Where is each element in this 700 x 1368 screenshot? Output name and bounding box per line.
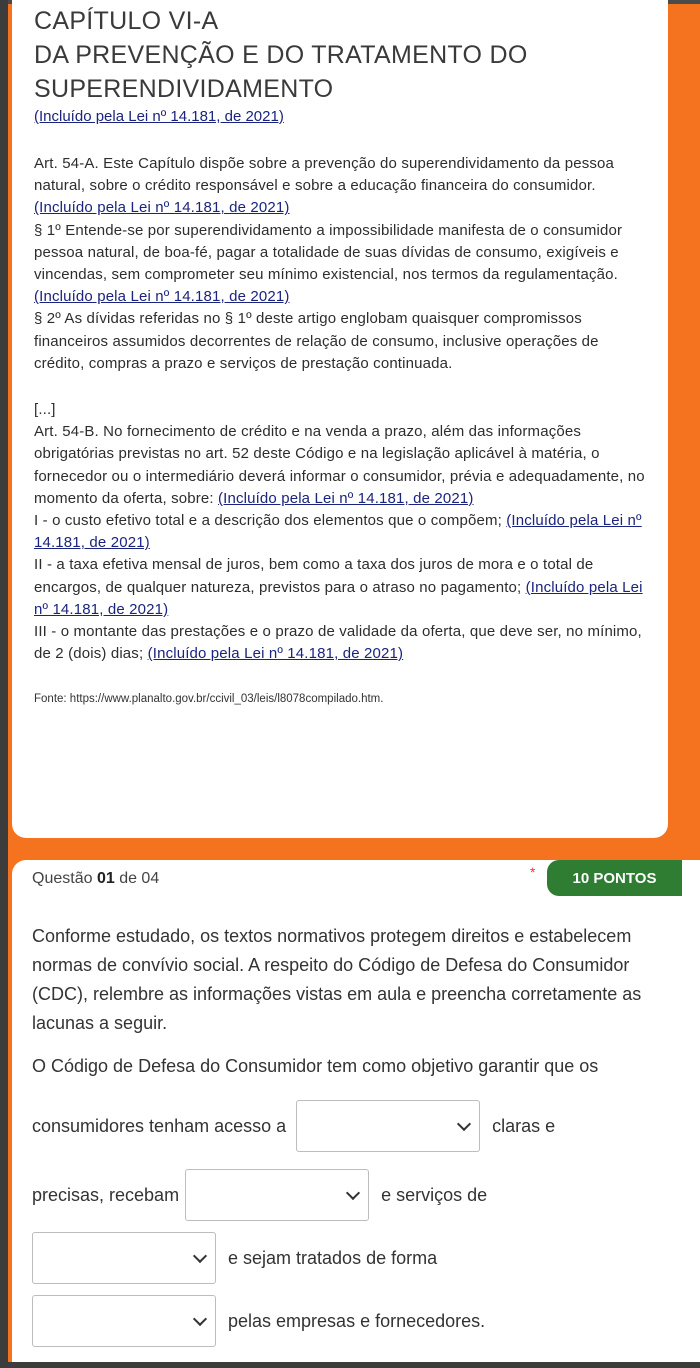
article-54a-link[interactable]: (Incluído pela Lei nº 14.181, de 2021) [34, 199, 290, 217]
left-edge-strip [0, 0, 8, 1368]
question-label: Questão [32, 870, 93, 887]
item-i [34, 510, 646, 554]
article-54a-paragraph-2: § 2º As dívidas referidas no § 1º deste artigo englobam quaisquer compromissos financeiros assumidos decorrentes de relação de consumo, inclusive operações de crédito, compras a prazo e serviços de prestação continuada. [34, 310, 599, 372]
fill-sentence-line-5 [32, 1295, 485, 1347]
chapter-inclusion-link[interactable]: (Incluído pela Lei nº 14.181, de 2021) [34, 108, 284, 125]
item-iii [34, 621, 646, 665]
blank-dropdown-4[interactable] [32, 1295, 216, 1347]
question-number: 01 [96, 870, 115, 887]
bottom-edge-strip [0, 1362, 700, 1368]
blank-dropdown-3[interactable] [32, 1232, 216, 1284]
fill-sentence-line-1 [32, 1056, 598, 1077]
article-54b [34, 421, 646, 510]
article-54a [34, 153, 646, 220]
ellipsis: [...] [34, 401, 56, 419]
fill-sentence-line-4 [32, 1232, 437, 1284]
sentence-part-1: O Código de Defesa do Consumidor tem como objetivo garantir que os [32, 1056, 599, 1076]
points-badge: 10 PONTOS [547, 860, 682, 896]
article-54b-text: Art. 54-B. No fornecimento de crédito e na venda a prazo, além das informações obrigatórias previstas no art. 52 deste Código e na legislação aplicável à matéria, o fornecedor ou o intermediário deverá informar o consumidor, prévia e adequadamente, no momento da oferta, sobre: [34, 423, 645, 507]
item-i-link[interactable]: (Incluído pela Lei nº 14.181, de 2021) [34, 512, 642, 552]
paragraph-1-link[interactable]: (Incluído pela Lei nº 14.181, de 2021) [34, 288, 290, 306]
blank-dropdown-2[interactable] [185, 1169, 369, 1221]
sentence-part-2b: claras e [492, 1115, 556, 1136]
item-ii-link[interactable]: (Incluído pela Lei nº 14.181, de 2021) [34, 578, 643, 618]
chevron-down-icon [346, 1185, 360, 1199]
chevron-down-icon [457, 1116, 471, 1130]
chevron-down-icon [193, 1248, 207, 1262]
item-i-text: I - o custo efetivo total e a descrição dos elementos que o compõem; [34, 512, 502, 530]
article-54b-link[interactable]: (Incluído pela Lei nº 14.181, de 2021) [218, 489, 474, 507]
source-citation: Fonte: https://www.planalto.gov.br/ccivil_03/leis/l8078compilado.htm. [34, 693, 384, 706]
item-iii-link[interactable]: (Incluído pela Lei nº 14.181, de 2021) [147, 645, 404, 663]
article-54a-paragraph-1 [34, 220, 646, 309]
question-card [12, 860, 700, 1366]
question-total: de 04 [119, 870, 160, 887]
item-iii-text: III - o montante das prestações e o prazo de validade da oferta, que deve ser, no mínimo, de 2 (dois) dias; [34, 623, 642, 663]
fill-sentence-line-2 [32, 1100, 555, 1152]
item-ii [34, 554, 646, 621]
chevron-down-icon [193, 1311, 207, 1325]
required-asterisk: * [530, 864, 536, 880]
sentence-part-2a: consumidores tenham acesso a [32, 1115, 287, 1136]
chapter-title [34, 4, 646, 106]
item-ii-text: II - a taxa efetiva mensal de juros, bem como a taxa dos juros de mora e o total de encargos, de qualquer natureza, previstos para o atraso no pagamento; [34, 556, 594, 596]
chapter-title-line-1: CAPÍTULO VI-A [34, 7, 219, 35]
fill-sentence-line-3 [32, 1169, 487, 1221]
blank-dropdown-1[interactable] [296, 1100, 480, 1152]
sentence-part-3b: e serviços de [381, 1184, 488, 1205]
question-counter [32, 870, 159, 888]
paragraph-1-text: § 1º Entende-se por superendividamento a impossibilidade manifesta de o consumidor pessoa natural, de boa-fé, pagar a totalidade de suas dívidas de consumo, exigíveis e vincendas, sem comprometer seu mínimo existencial, nos termos da regulamentação. [34, 221, 623, 284]
article-54a-text: Art. 54-A. Este Capítulo dispõe sobre a prevenção do superendividamento da pessoa natural, sobre o crédito responsável e sobre a educação financeira do consumidor. [34, 155, 615, 195]
chapter-title-line-2: DA PREVENÇÃO E DO TRATAMENTO DO [34, 41, 528, 69]
sentence-part-5b: pelas empresas e fornecedores. [228, 1310, 486, 1331]
sentence-part-4b: e sejam tratados de forma [228, 1247, 438, 1268]
chapter-title-line-3: SUPERENDIVIDAMENTO [34, 75, 334, 103]
sentence-part-3a: precisas, recebam [32, 1184, 180, 1205]
question-prompt: Conforme estudado, os textos normativos protegem direitos e estabelecem normas de convívio social. A respeito do Código de Defesa do Consumidor (CDC), relembre as informações vistas em aula e preencha corretamente as lacunas a seguir. [32, 926, 642, 1033]
law-text-card [12, 0, 668, 838]
